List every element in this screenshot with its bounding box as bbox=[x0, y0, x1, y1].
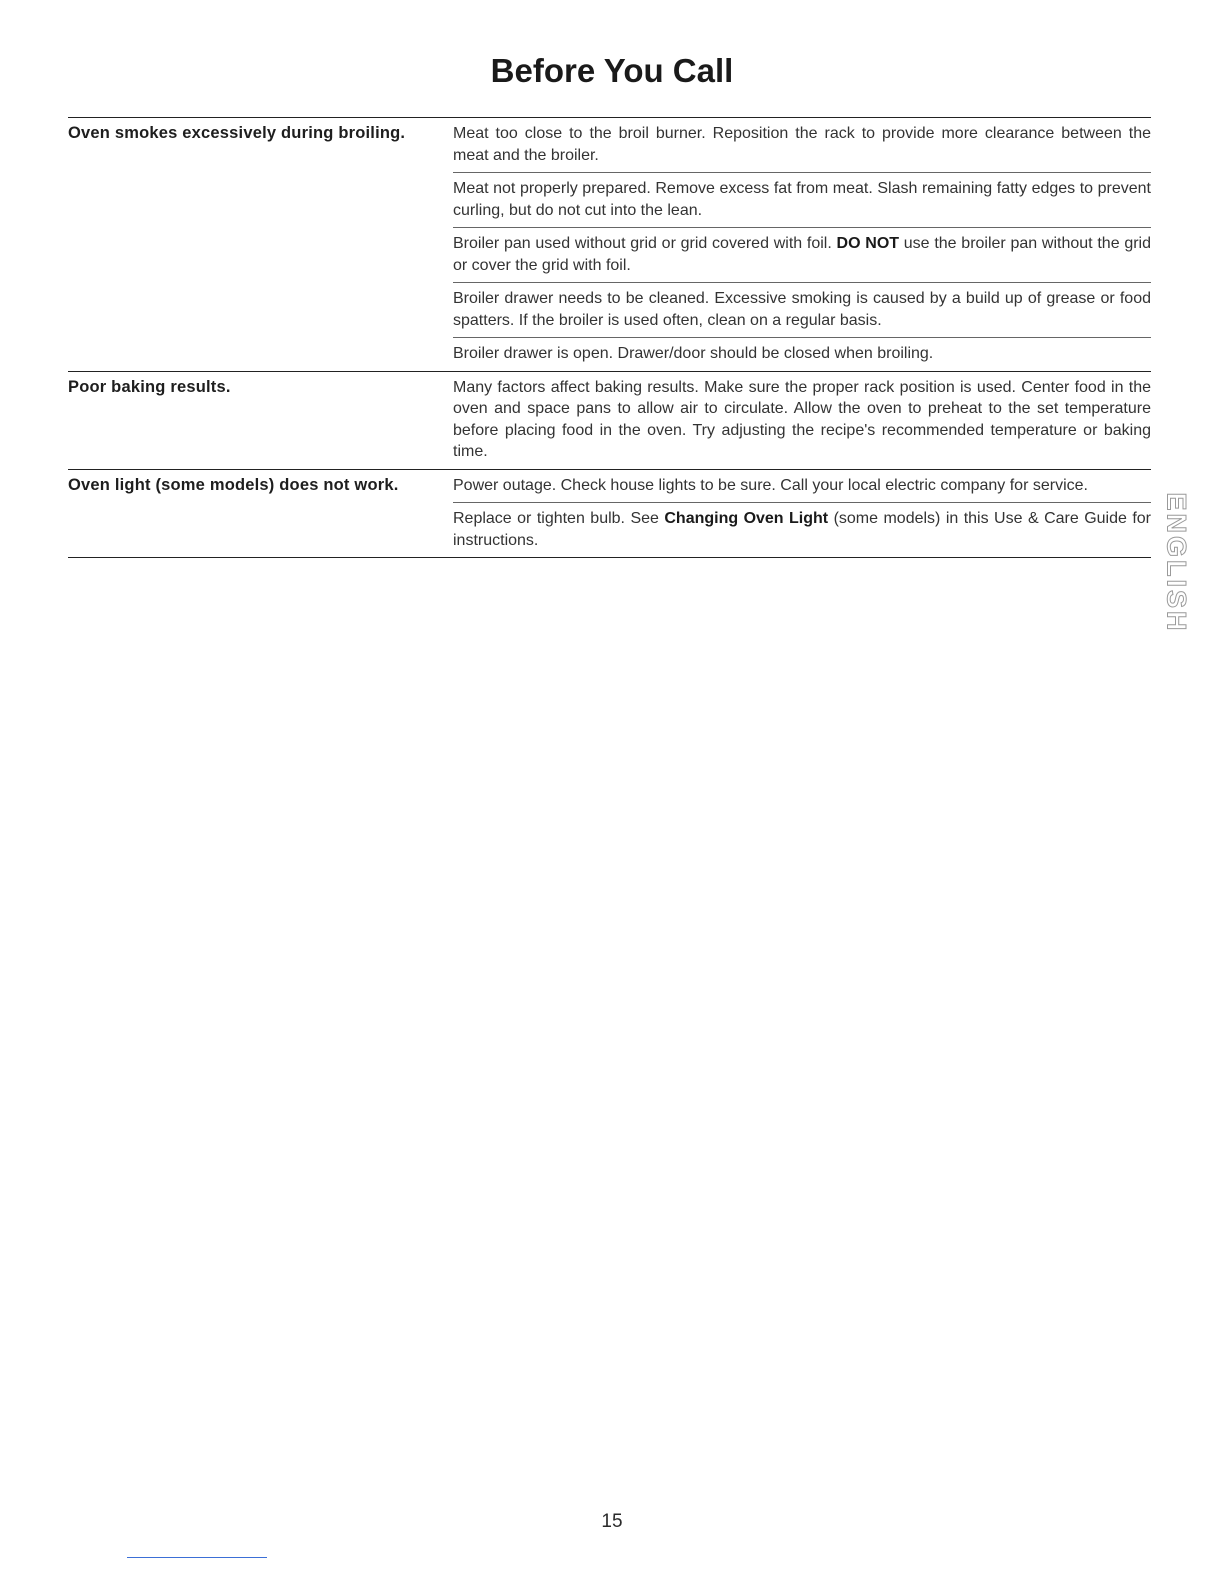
solution-text: Replace or tighten bulb. See bbox=[453, 510, 665, 527]
solution-text: Broiler drawer needs to be cleaned. Excessive smoking is caused by a build up of grease or food spatters. If the broiler is used often, clean on a regular basis. bbox=[453, 290, 1151, 329]
solution-item bbox=[453, 502, 1151, 557]
solution-item bbox=[453, 372, 1151, 469]
problem-label: Oven smokes excessively during broiling. bbox=[68, 124, 406, 142]
table-row bbox=[68, 118, 1151, 372]
table-row bbox=[68, 372, 1151, 470]
solution-text: Broiler drawer is open. Drawer/door should be closed when broiling. bbox=[453, 345, 934, 362]
solution-item bbox=[453, 337, 1151, 371]
solution-text: Many factors affect baking results. Make sure the proper rack position is used. Center food in the oven and space pans to allow air to circulate. Allow the oven to preheat to the set temperature before placing food in the oven. Try adjusting the recipe's recommended temperature or baking time. bbox=[453, 378, 1151, 460]
troubleshooting-table bbox=[68, 117, 1151, 558]
solution-text: Meat too close to the broil burner. Reposition the rack to provide more clearance between the meat and the broiler. bbox=[453, 125, 1151, 164]
solutions-list bbox=[453, 118, 1151, 371]
solution-item bbox=[453, 227, 1151, 282]
solution-text: Broiler pan used without grid or grid covered with foil. bbox=[453, 235, 837, 252]
solution-item bbox=[453, 282, 1151, 337]
solutions-list bbox=[453, 372, 1151, 469]
problem-label: Oven light (some models) does not work. bbox=[68, 475, 399, 494]
page-title: Before You Call bbox=[490, 52, 734, 89]
solution-text: Power outage. Check house lights to be sure. Call your local electric company for service. bbox=[453, 476, 1088, 494]
solution-text: use the broiler pan without the grid or cover the grid with foil. bbox=[453, 235, 1151, 274]
footer-divider bbox=[127, 1557, 267, 1558]
solution-text: Meat not properly prepared. Remove excess fat from meat. Slash remaining fatty edges to prevent curling, but do not cut into the lean. bbox=[453, 180, 1151, 219]
emphasis-text: DO NOT bbox=[836, 235, 900, 252]
solution-item bbox=[453, 470, 1151, 503]
page-number: 15 bbox=[601, 1511, 623, 1532]
emphasis-text: Changing Oven Light bbox=[664, 510, 829, 527]
language-tab-label: ENGLISH bbox=[1161, 492, 1192, 634]
table-row bbox=[68, 470, 1151, 559]
language-side-tab bbox=[1158, 492, 1194, 634]
solution-item bbox=[453, 118, 1151, 172]
problem-label: Poor baking results. bbox=[68, 377, 231, 396]
solution-item bbox=[453, 172, 1151, 227]
solution-text: (some models) in this Use & Care Guide for instructions. bbox=[453, 510, 1152, 549]
solutions-list bbox=[453, 470, 1151, 558]
